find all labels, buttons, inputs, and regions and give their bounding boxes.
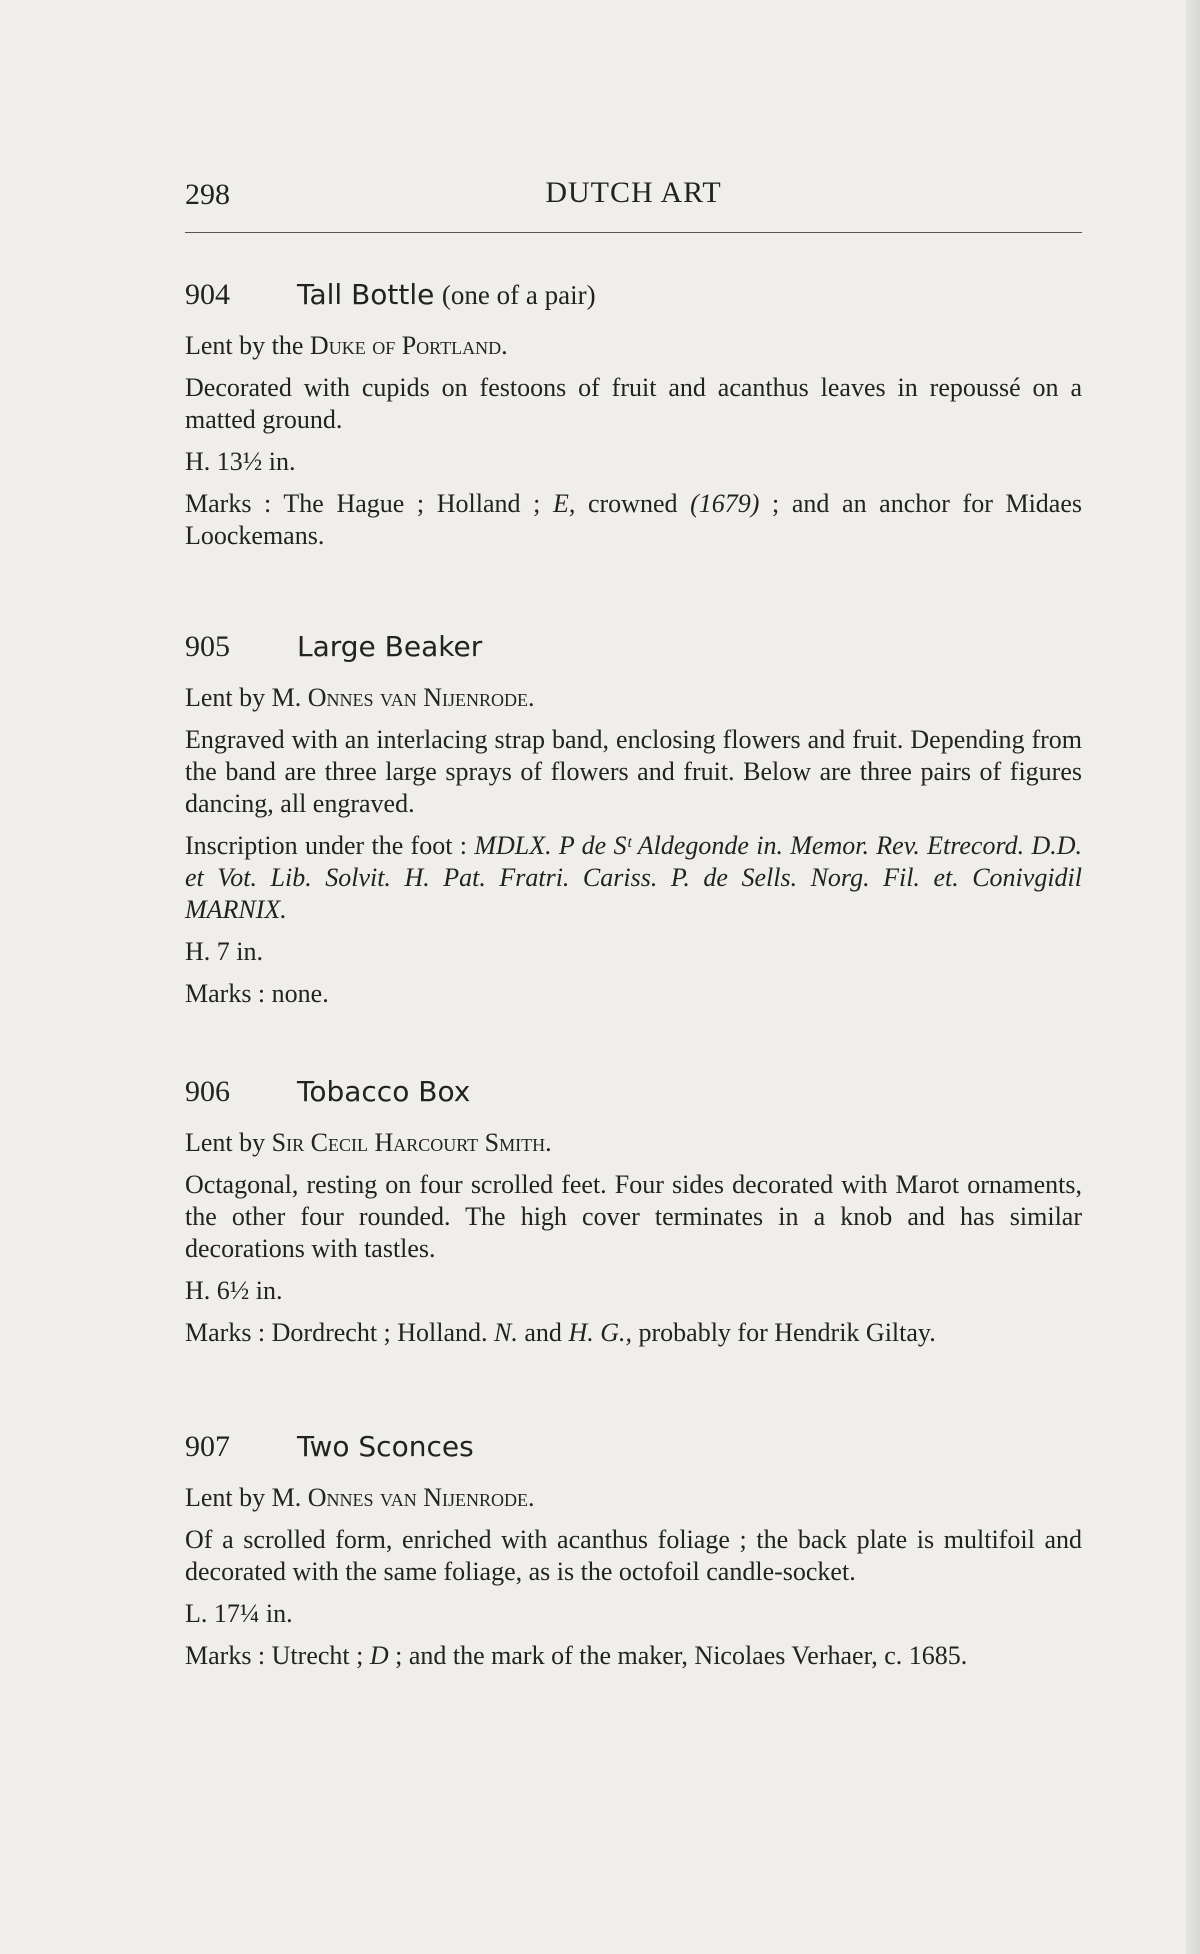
entry-description: Engraved with an interlacing strap band, enclosing flowers and fruit. Depending from the band are three large sprays of flowers and fruit. Below are three pairs of figures dancing, all engraved. <box>185 725 1082 818</box>
marks-text: Marks : Dordrecht ; Holland. <box>185 1318 495 1347</box>
entry-inscription <box>185 830 1082 926</box>
lender-name: Duke of Portland. <box>309 331 508 360</box>
entry-description: Of a scrolled form, enriched with acanthus foliage ; the back plate is multifoil and decorated with the same foliage, as is the octofoil candle-socket. <box>185 1525 1082 1586</box>
lent-prefix: Lent by <box>185 1128 272 1157</box>
entry-heading <box>185 1430 1082 1472</box>
entry-size: H. 6½ in. <box>185 1276 283 1305</box>
entry-size: H. 13½ in. <box>185 447 296 476</box>
entry-number: 904 <box>185 278 230 311</box>
marks-text: ; and the mark of the maker, Nicolaes Verhaer, c. 1685. <box>388 1641 968 1670</box>
entry-marks: Marks : none. <box>185 979 329 1008</box>
lent-prefix: Lent by the <box>185 331 310 360</box>
entry-number: 906 <box>185 1075 230 1108</box>
entry-heading <box>185 278 1082 320</box>
marks-text: probably for Hendrik Giltay. <box>632 1318 936 1347</box>
running-title: DUTCH ART <box>545 176 722 209</box>
entry-marks <box>185 488 1082 552</box>
inscription-label: Inscription under the foot : <box>185 831 475 860</box>
marks-italic: H. G., <box>568 1318 632 1347</box>
catalogue-entry <box>185 630 1082 1010</box>
lender-line <box>185 1127 1082 1159</box>
catalogue-entry <box>185 1430 1082 1672</box>
marks-text: Marks : The Hague ; Holland ; <box>185 489 553 518</box>
entry-description: Octagonal, resting on four scrolled feet. Four sides decorated with Marot ornaments, the other four rounded. The high cover terminates in a knob and has similar decorations with tastles. <box>185 1170 1082 1263</box>
entry-marks <box>185 1640 1082 1672</box>
entry-marks <box>185 1317 1082 1349</box>
lender-line <box>185 1482 1082 1514</box>
lent-prefix: Lent by M. <box>185 1483 308 1512</box>
lender-line <box>185 330 1082 362</box>
page-header <box>185 172 1082 228</box>
entry-number: 905 <box>185 630 230 663</box>
header-rule <box>185 232 1082 233</box>
entry-heading <box>185 1075 1082 1117</box>
entry-title: Two Sconces <box>297 1430 474 1463</box>
entry-size: H. 7 in. <box>185 937 263 966</box>
lender-name: Onnes van Nijenrode. <box>307 683 535 712</box>
catalogue-entry <box>185 1075 1082 1349</box>
page-edge <box>1186 0 1200 1954</box>
entry-note: (one of a pair) <box>441 280 596 310</box>
marks-italic: N. <box>494 1318 518 1347</box>
entry-title: Tall Bottle <box>297 278 435 311</box>
entry-title: Tobacco Box <box>297 1075 471 1108</box>
marks-italic: (1679) <box>690 489 760 518</box>
page-number: 298 <box>185 178 230 211</box>
marks-text: and <box>517 1318 569 1347</box>
catalogue-entry <box>185 278 1082 552</box>
marks-text: Marks : Utrecht ; <box>185 1641 370 1670</box>
entry-description: Decorated with cupids on festoons of fruit and acanthus leaves in repoussé on a matted ground. <box>185 373 1082 434</box>
marks-italic: D <box>369 1641 389 1670</box>
lent-prefix: Lent by M. <box>185 683 308 712</box>
lender-name: Onnes van Nijenrode. <box>307 1483 535 1512</box>
inscription-text: MDLX. P de Sᵗ Aldegonde in. Memor. Rev. Etrecord. D.D. et Vot. Lib. Solvit. H. Pat. Fratri. Cariss. P. de Sells. Norg. Fil. et. Conivgidil MARNIX. <box>185 831 1082 924</box>
lender-line <box>185 682 1082 714</box>
entry-heading <box>185 630 1082 672</box>
marks-text: ; and an anchor for Midaes Loockemans. <box>185 489 1083 550</box>
entry-title: Large Beaker <box>297 630 483 663</box>
lender-name: Sir Cecil Harcourt Smith. <box>271 1128 552 1157</box>
entry-number: 907 <box>185 1430 230 1463</box>
entry-size: L. 17¼ in. <box>185 1599 293 1628</box>
marks-text: crowned <box>575 489 691 518</box>
marks-italic: E, <box>552 489 576 518</box>
